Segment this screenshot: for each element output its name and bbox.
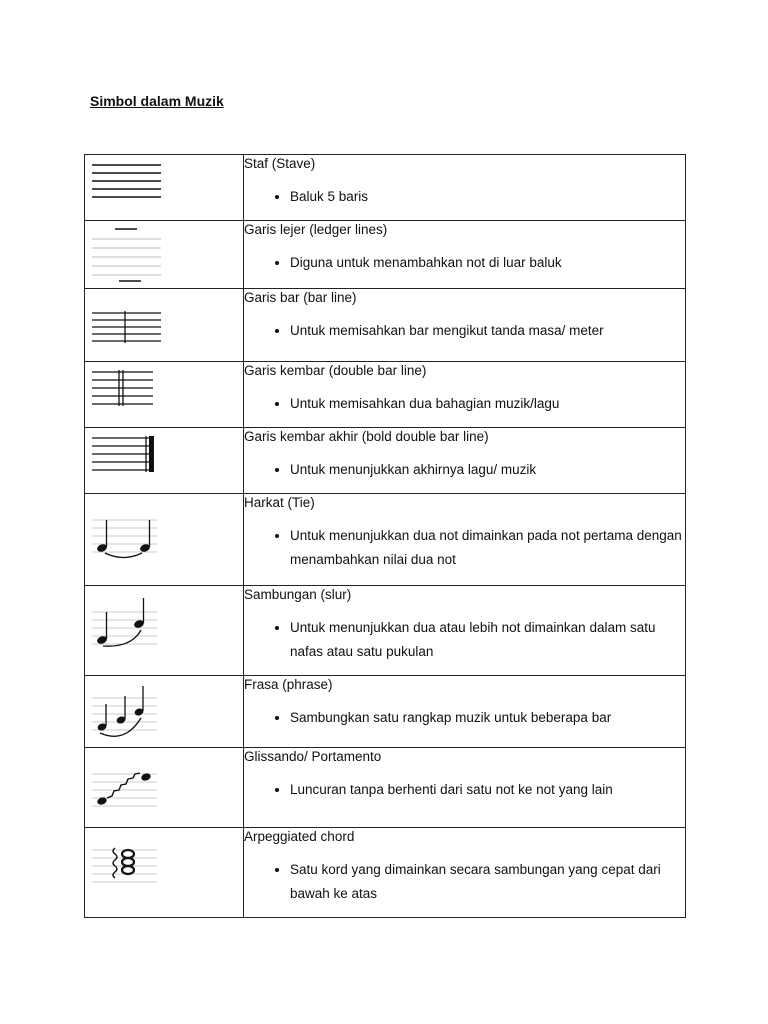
- row-title: Garis kembar (double bar line): [244, 363, 427, 378]
- row-title: Harkat (Tie): [244, 495, 315, 510]
- row-title: Frasa (phrase): [244, 677, 333, 692]
- staff-icon: [91, 159, 171, 209]
- row-description: • Satu kord yang dimainkan secara sambungan yang cepat dari bawah ke atas: [290, 858, 685, 906]
- double-bar-line-icon: [91, 366, 171, 416]
- row-title: Sambungan (slur): [244, 587, 352, 602]
- row-description: • Diguna untuk menambahkan not di luar baluk: [290, 251, 685, 275]
- table-row: [85, 155, 686, 221]
- row-title: Arpeggiated chord: [244, 829, 355, 844]
- table-row: [85, 586, 686, 676]
- final-double-bar-line-icon: [91, 432, 171, 482]
- row-title: Garis kembar akhir (bold double bar line): [244, 429, 489, 444]
- ledger-lines-icon: [91, 225, 171, 287]
- row-title: Garis bar (bar line): [244, 290, 357, 305]
- symbols-table: [84, 154, 686, 918]
- row-description: • Baluk 5 baris: [290, 185, 685, 209]
- table-row: [85, 221, 686, 289]
- row-title: Garis lejer (ledger lines): [244, 222, 388, 237]
- row-description: • Luncuran tanpa berhenti dari satu not ke not yang lain: [290, 778, 685, 802]
- table-row: [85, 428, 686, 494]
- row-description: • Untuk memisahkan bar mengikut tanda masa/ meter: [290, 319, 685, 343]
- table-row: [85, 676, 686, 748]
- slur-icon: [91, 590, 171, 670]
- row-description: • Sambungkan satu rangkap muzik untuk beberapa bar: [290, 706, 685, 730]
- row-description: • Untuk menunjukkan dua not dimainkan pada not pertama dengan menambahkan nilai dua not: [290, 524, 685, 572]
- tie-icon: [91, 498, 171, 578]
- row-description: • Untuk menunjukkan akhirnya lagu/ muzik: [290, 458, 685, 482]
- page-title: Simbol dalam Muzik: [90, 93, 224, 109]
- table-row: [85, 362, 686, 428]
- row-title: Staf (Stave): [244, 156, 316, 171]
- phrase-icon: [91, 680, 171, 744]
- row-description: • Untuk memisahkan dua bahagian muzik/lagu: [290, 392, 685, 416]
- table-row: [85, 289, 686, 362]
- table-row: [85, 828, 686, 918]
- table-row: [85, 494, 686, 586]
- row-description: • Untuk menunjukkan dua atau lebih not dimainkan dalam satu nafas atau satu pukulan: [290, 616, 685, 664]
- table-row: [85, 748, 686, 828]
- arpeggiated-chord-icon: [91, 832, 171, 912]
- row-title: Glissando/ Portamento: [244, 749, 382, 764]
- bar-line-icon: [91, 293, 171, 353]
- glissando-icon: [91, 752, 171, 820]
